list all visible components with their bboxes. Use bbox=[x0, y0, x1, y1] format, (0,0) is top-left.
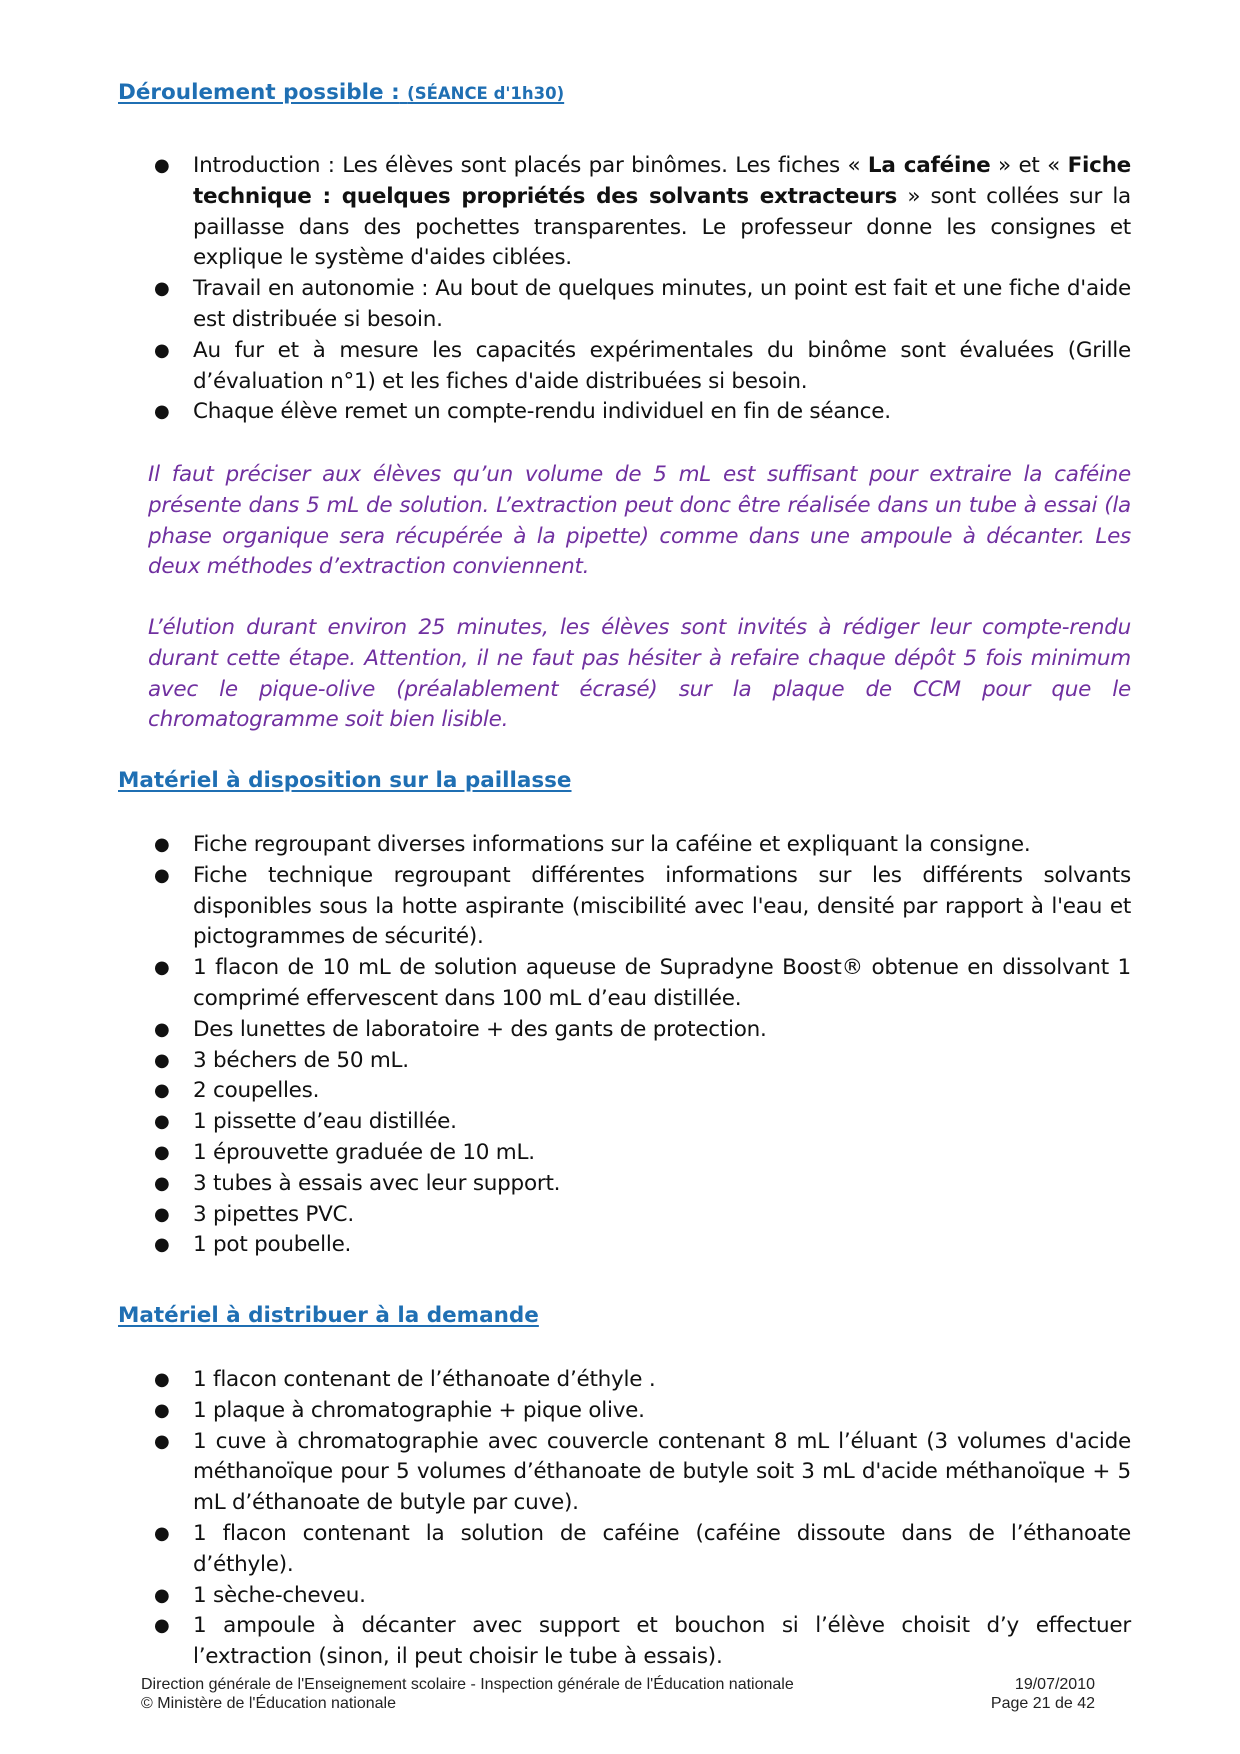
materiel-demande-list bbox=[150, 1365, 1131, 1673]
list-item: ● 2 coupelles. bbox=[150, 1076, 1131, 1107]
bullet-icon: ● bbox=[154, 1018, 170, 1040]
footer-right bbox=[985, 1675, 1095, 1713]
list-item: ● 1 flacon contenant la solution de caféine (caféine dissoute dans de l’éthanoate d’éthyle). bbox=[154, 1520, 1131, 1577]
section-heading-deroulement bbox=[118, 80, 564, 105]
list-item: ● 1 pissette d’eau distillée. bbox=[150, 1107, 1131, 1138]
footer-institution: Direction générale de l'Enseignement scolaire - Inspection générale de l'Éducation nationale bbox=[141, 1676, 794, 1693]
list-item: ● 3 pipettes PVC. bbox=[150, 1200, 1131, 1231]
bullet-icon: ● bbox=[154, 1369, 170, 1390]
bullet-icon: ● bbox=[154, 1141, 170, 1163]
list-item: ● 3 tubes à essais avec leur support. bbox=[150, 1169, 1131, 1200]
list-item: ● 1 flacon de 10 mL de solution aqueuse de Supradyne Boost® obtenue en dissolvant 1 comprimé effervescent dans 100 mL d’eau distillée. bbox=[154, 955, 1131, 1011]
bullet-icon: ● bbox=[154, 1080, 170, 1102]
footer-left bbox=[141, 1675, 794, 1713]
bold-text: La caféine bbox=[867, 153, 991, 178]
list-item: ● 1 cuve à chromatographie avec couvercle contenant 8 mL l’éluant (3 volumes d'acide méthanoïque pour 5 volumes d’éthanoate de butyle soit 3 mL d'acide méthanoïque + 5 mL d’éthanoate de butyle par cuve). bbox=[154, 1428, 1131, 1516]
list-item: ● Fiche technique regroupant différentes informations sur les différents solvants disponibles sous la hotte aspirante (miscibilité avec l'eau, densité par rapport à l'eau et pictogrammes de sécurité). bbox=[154, 862, 1131, 950]
teacher-note-extraction: Il faut préciser aux élèves qu’un volume de 5 mL est suffisant pour extraire la caféine présente dans 5 mL de solution. L’extraction peut donc être réalisée dans un tube à essai (la phase organique sera récupérée à la pipette) comme dans une ampoule à décanter. Les deux méthodes d’extraction conviennent. bbox=[148, 462, 1131, 580]
bullet-icon: ● bbox=[154, 1203, 170, 1225]
bullet-icon: ● bbox=[154, 1522, 170, 1544]
bullet-icon: ● bbox=[154, 1172, 170, 1194]
list-item: ● 1 plaque à chromatographie + pique olive. bbox=[150, 1396, 1131, 1427]
bullet-icon: ● bbox=[154, 1111, 170, 1133]
list-item: ● 1 flacon contenant de l’éthanoate d’éthyle . bbox=[150, 1365, 1131, 1396]
list-item: ● 1 sèche-cheveu. bbox=[150, 1581, 1131, 1612]
bullet-icon: ● bbox=[154, 401, 170, 423]
bullet-icon: ● bbox=[154, 339, 170, 361]
list-item: ● 1 pot poubelle. bbox=[150, 1230, 1131, 1261]
list-item: ● Introduction : Les élèves sont placés par binômes. Les fiches « La caféine » et « Fiche technique : quelques propriétés des solvants extracteurs » sont collées sur la paillasse dans des pochettes transparentes. Le professeur donne les consignes et explique le système d'aides ciblées. bbox=[154, 153, 1132, 271]
bullet-icon: ● bbox=[154, 834, 170, 855]
bullet-icon: ● bbox=[154, 1584, 170, 1606]
bullet-icon: ● bbox=[154, 1234, 170, 1256]
section-heading-materiel-paillasse: Matériel à disposition sur la paillasse bbox=[118, 768, 572, 793]
bullet-icon: ● bbox=[154, 1049, 170, 1071]
bullet-icon: ● bbox=[154, 1399, 170, 1421]
list-item: ● Chaque élève remet un compte-rendu individuel en fin de séance. bbox=[150, 397, 1131, 428]
bullet-icon: ● bbox=[154, 957, 170, 979]
bullet-icon: ● bbox=[154, 1615, 170, 1637]
list-item: ● Au fur et à mesure les capacités expérimentales du binôme sont évaluées (Grille d’évaluation n°1) et les fiches d'aide distribuées si besoin. bbox=[154, 337, 1131, 394]
heading-title: Déroulement possible : bbox=[118, 80, 400, 105]
list-item: ● 3 béchers de 50 mL. bbox=[150, 1046, 1131, 1077]
list-item: ● Travail en autonomie : Au bout de quelques minutes, un point est fait et une fiche d'aide est distribuée si besoin. bbox=[154, 276, 1131, 332]
section-heading-materiel-demande: Matériel à distribuer à la demande bbox=[118, 1303, 539, 1328]
deroulement-list bbox=[150, 151, 1131, 428]
list-item: ● Fiche regroupant diverses informations sur la caféine et expliquant la consigne. bbox=[150, 830, 1131, 861]
list-item: ● 1 ampoule à décanter avec support et bouchon si l’élève choisit d’y effectuer l’extraction (sinon, il peut choisir le tube à essais). bbox=[154, 1613, 1131, 1670]
teacher-note-elution: L’élution durant environ 25 minutes, les élèves sont invités à rédiger leur compte-rendu durant cette étape. Attention, il ne faut pas hésiter à refaire chaque dépôt 5 fois minimum avec le pique-olive (préalablement écrasé) sur la plaque de CCM pour que le chromatogramme soit bien lisible. bbox=[148, 615, 1131, 733]
bullet-icon: ● bbox=[154, 155, 170, 176]
bullet-icon: ● bbox=[154, 1430, 170, 1452]
bold-text: Fiche technique : quelques propriétés des solvants extracteurs bbox=[193, 153, 1132, 209]
materiel-paillasse-list bbox=[150, 830, 1131, 1261]
footer-date: 19/07/2010 bbox=[1014, 1676, 1095, 1693]
list-item: ● 1 éprouvette graduée de 10 mL. bbox=[150, 1138, 1131, 1169]
footer-page-number: Page 21 de 42 bbox=[990, 1695, 1095, 1712]
footer-copyright: © Ministère de l'Éducation nationale bbox=[141, 1695, 396, 1712]
bullet-icon: ● bbox=[154, 864, 170, 886]
list-item: ● Des lunettes de laboratoire + des gants de protection. bbox=[150, 1015, 1131, 1046]
bullet-icon: ● bbox=[154, 278, 170, 300]
heading-subtitle: (SÉANCE d'1h30) bbox=[407, 84, 565, 103]
